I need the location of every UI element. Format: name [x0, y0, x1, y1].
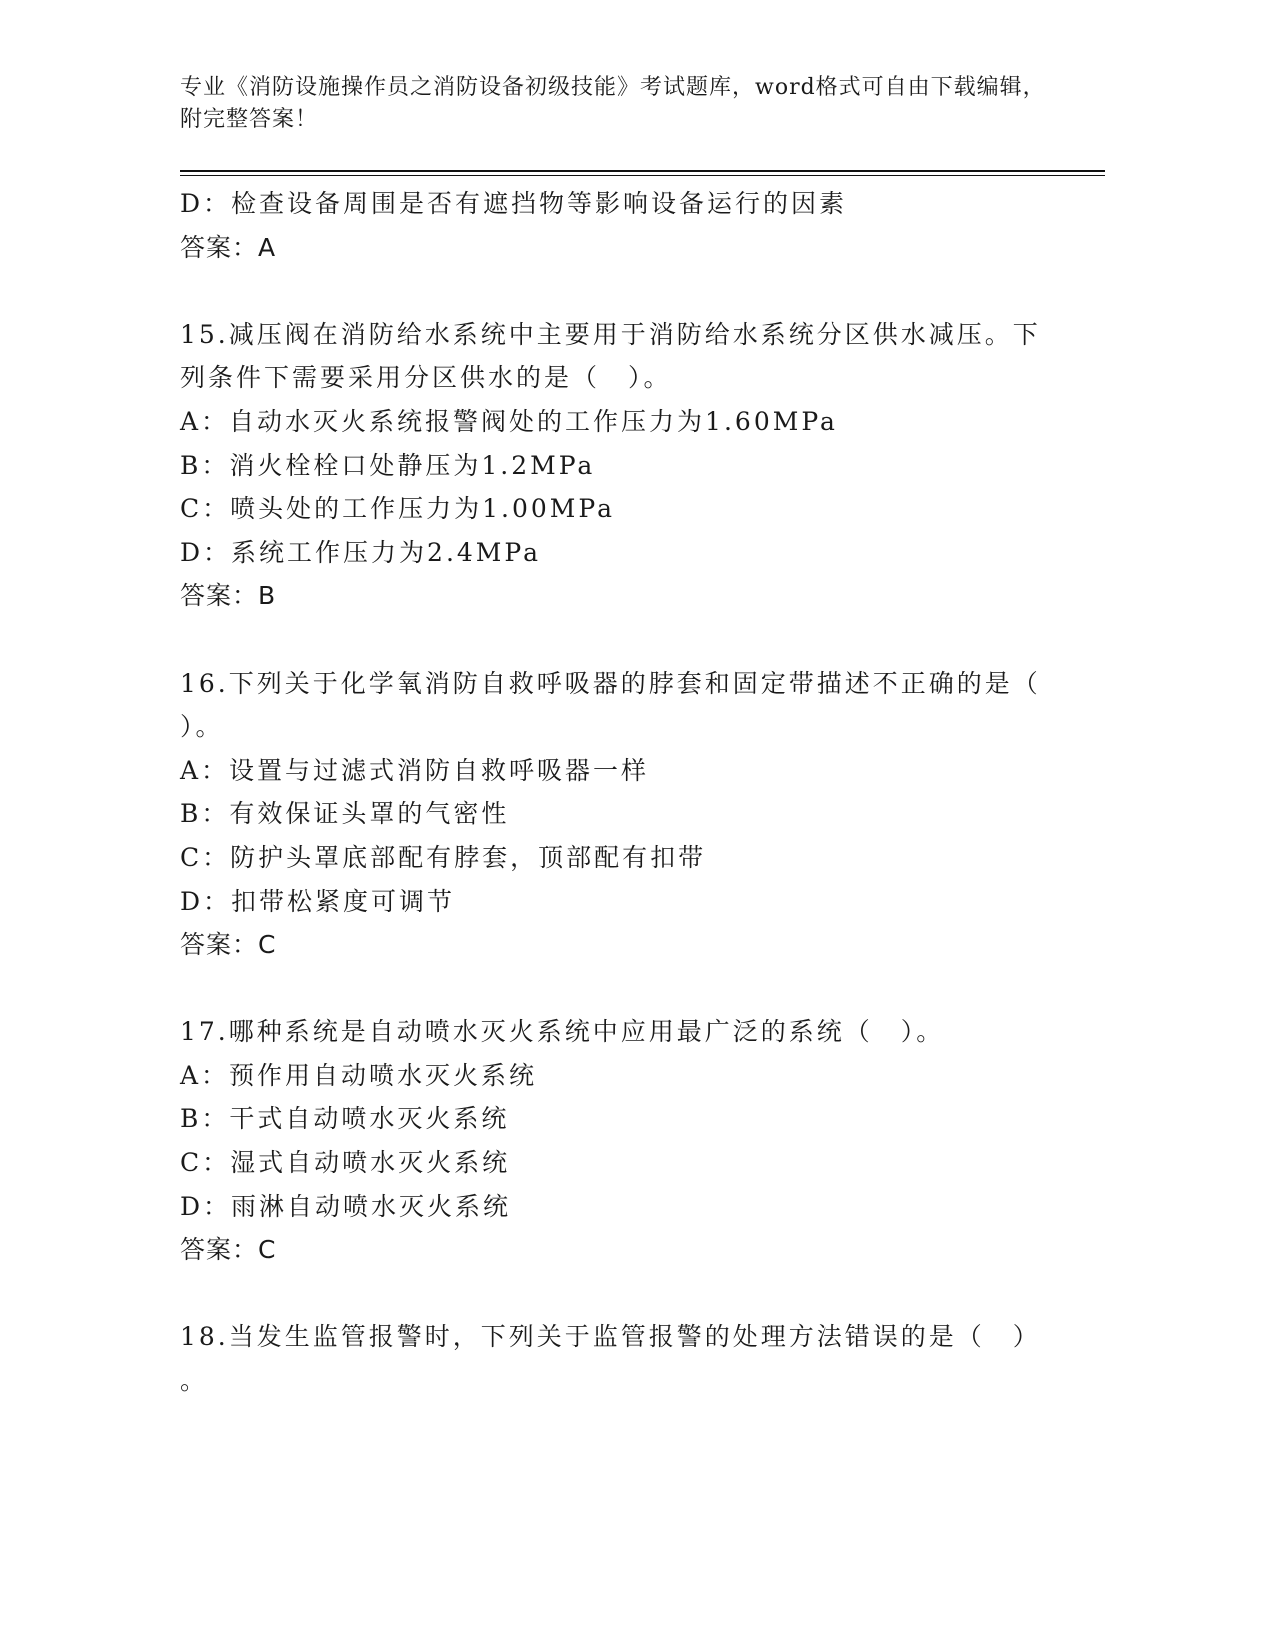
- option-d: D：雨淋自动喷水灭火系统: [180, 1191, 512, 1221]
- option-c: C：防护头罩底部配有脖套，顶部配有扣带: [180, 842, 707, 872]
- spacer: [180, 967, 1040, 1011]
- option-b: B：有效保证头罩的气密性: [180, 799, 510, 829]
- option-c: C：喷头处的工作压力为1.00MPa: [180, 494, 615, 524]
- spacer: [180, 1272, 1040, 1316]
- option-c: C：湿式自动喷水灭火系统: [180, 1148, 511, 1178]
- option-d: D：检查设备周围是否有遮挡物等影响设备运行的因素: [180, 189, 848, 218]
- option-d: D：系统工作压力为2.4MPa: [180, 537, 542, 567]
- spacer: [180, 269, 1040, 313]
- option-a: A：自动水灭火系统报警阀处的工作压力为1.60MPa: [180, 406, 838, 436]
- question-stem: 列条件下需要采用分区供水的是（ ）。: [180, 363, 672, 393]
- answer: 答案：C: [180, 930, 277, 960]
- question-stem: 18.当发生监管报警时，下列关于监管报警的处理方法错误的是（ ）: [180, 1322, 1041, 1352]
- question-stem: 17.哪种系统是自动喷水灭火系统中应用最广泛的系统（ ）。: [180, 1017, 945, 1047]
- question-stem: ）。: [180, 712, 224, 742]
- answer: 答案：B: [180, 581, 277, 611]
- question-list: [180, 182, 1040, 1403]
- header-divider-thin: [180, 175, 1105, 176]
- header-divider-thick: [180, 170, 1105, 172]
- question-stem: 。: [180, 1366, 209, 1396]
- option-a: A：预作用自动喷水灭火系统: [180, 1060, 538, 1090]
- page-header: 专业《消防设施操作员之消防设备初级技能》考试题库，word格式可自由下载编辑，附完整答案！: [180, 75, 1046, 132]
- spacer: [180, 618, 1040, 662]
- answer: 答案：A: [180, 232, 277, 262]
- option-d: D：扣带松紧度可调节: [180, 886, 456, 916]
- question-stem: 15.减压阀在消防给水系统中主要用于消防给水系统分区供水减压。下: [180, 319, 1041, 349]
- option-b: B：干式自动喷水灭火系统: [180, 1104, 510, 1134]
- option-b: B：消火栓栓口处静压为1.2MPa: [180, 450, 596, 480]
- answer: 答案：C: [180, 1235, 277, 1265]
- question-stem: 16.下列关于化学氧消防自救呼吸器的脖套和固定带描述不正确的是（: [180, 668, 1041, 698]
- option-a: A：设置与过滤式消防自救呼吸器一样: [180, 755, 650, 785]
